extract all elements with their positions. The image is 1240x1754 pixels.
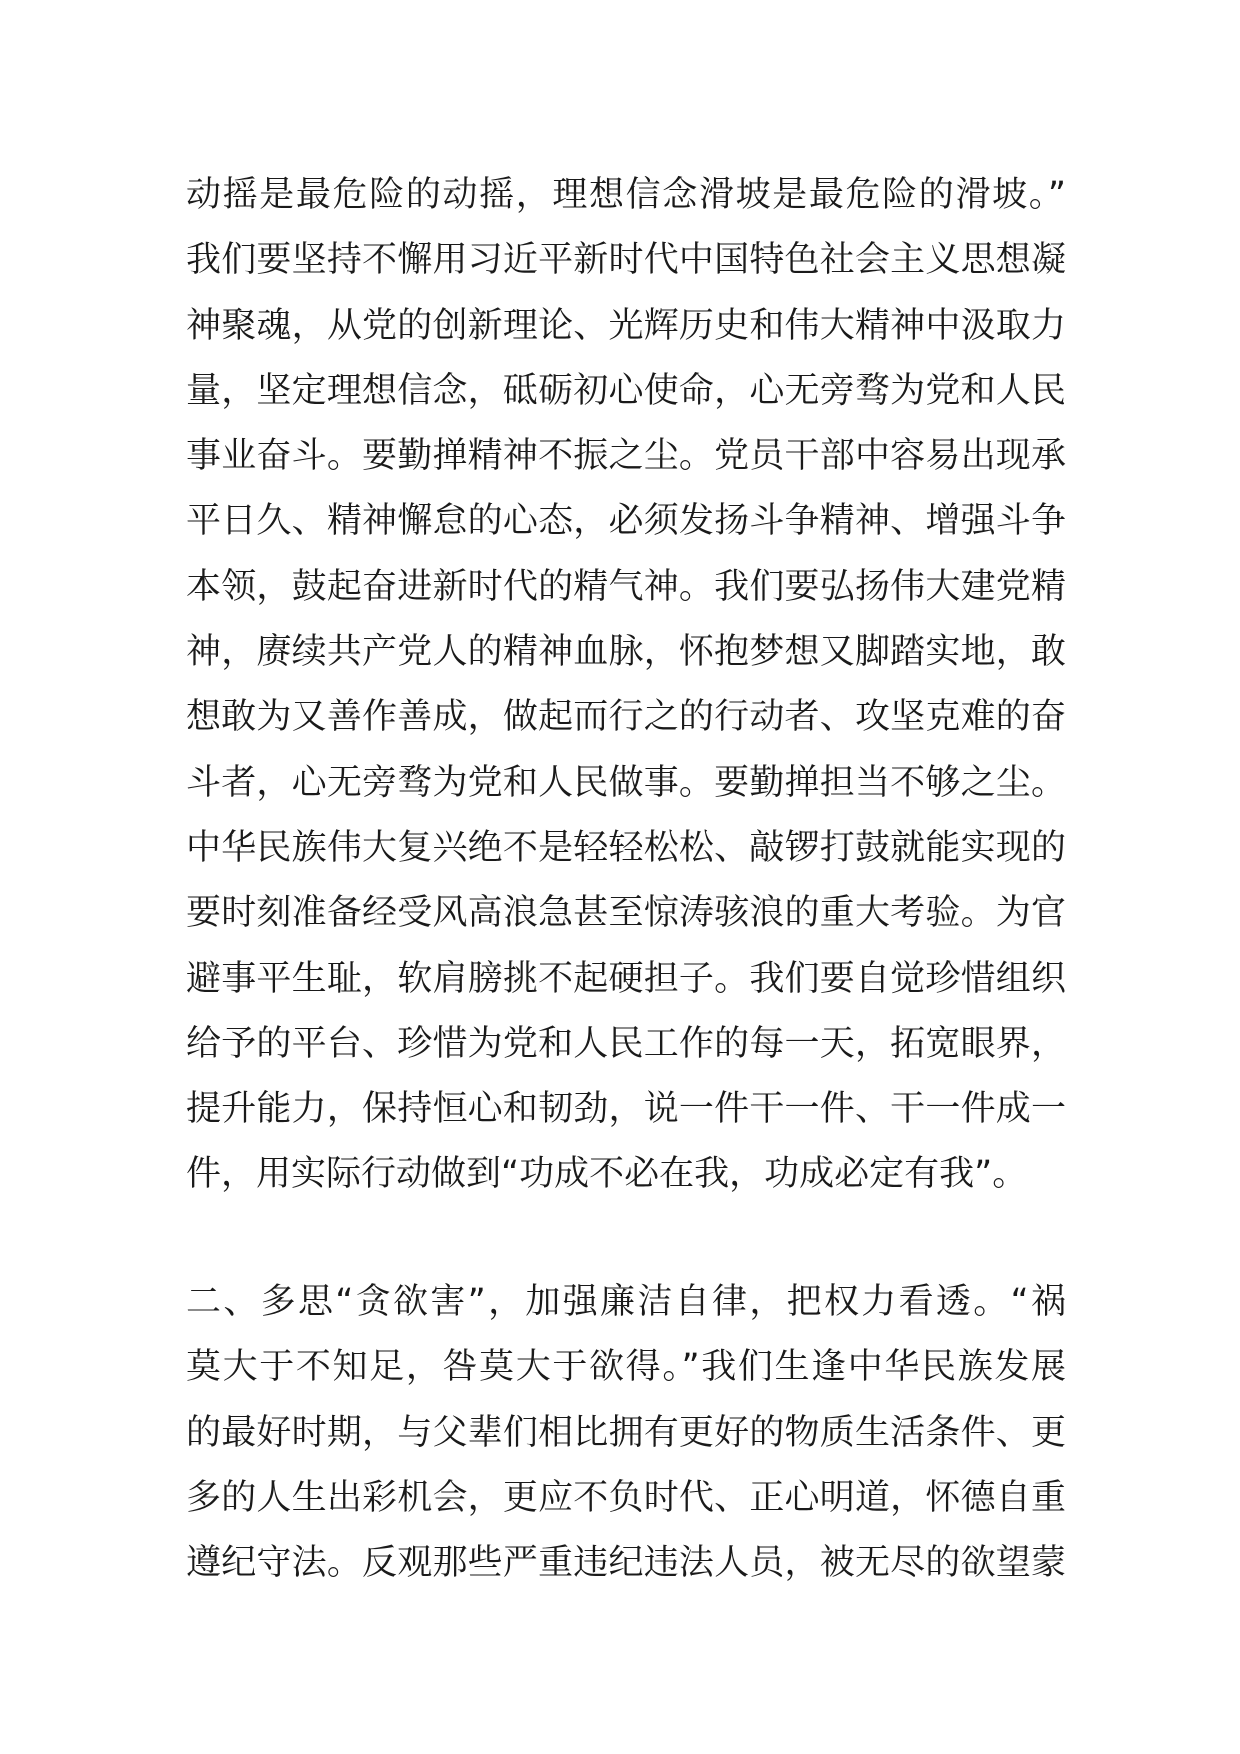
text-line: 动摇是最危险的动摇，理想信念滑坡是最危险的滑坡。”	[186, 175, 1066, 215]
text-line: 的最好时期，与父辈们相比拥有更好的物质生活条件、更	[186, 1412, 1066, 1453]
text-line: 要时刻准备经受风高浪急甚至惊涛骇浪的重大考验。为官	[186, 893, 1066, 934]
text-line: 遵纪守法。反观那些严重违纪违法人员，被无尽的欲望蒙	[186, 1543, 1066, 1584]
text-line: 我们要坚持不懈用习近平新时代中国特色社会主义思想凝	[186, 240, 1066, 281]
text-line: 二、多思“贪欲害”，加强廉洁自律，把权力看透。“祸	[186, 1282, 1066, 1322]
text-line: 提升能力，保持恒心和韧劲，说一件干一件、干一件成一	[186, 1089, 1066, 1130]
text-line: 避事平生耻，软肩膀挑不起硬担子。我们要自觉珍惜组织	[186, 958, 1066, 999]
text-line: 神，赓续共产党人的精神血脉，怀抱梦想又脚踏实地，敢	[186, 632, 1066, 673]
paragraph-2	[186, 1270, 1066, 1596]
text-line: 多的人生出彩机会，更应不负时代、正心明道，怀德自重	[186, 1477, 1066, 1518]
text-line: 件，用实际行动做到“功成不必在我，功成必定有我”。	[186, 1154, 1028, 1195]
paragraph-1	[186, 163, 1066, 1208]
text-line: 想敢为又善作善成，做起而行之的行动者、攻坚克难的奋	[186, 697, 1066, 738]
text-line: 本领，鼓起奋进新时代的精气神。我们要弘扬伟大建党精	[186, 566, 1066, 607]
text-line: 量，坚定理想信念，砥砺初心使命，心无旁骛为党和人民	[186, 370, 1066, 411]
text-line: 事业奋斗。要勤掸精神不振之尘。党员干部中容易出现承	[186, 436, 1066, 477]
text-line: 平日久、精神懈怠的心态，必须发扬斗争精神、增强斗争	[186, 501, 1066, 542]
text-line: 给予的平台、珍惜为党和人民工作的每一天，拓宽眼界，	[186, 1023, 1066, 1064]
text-line: 莫大于不知足，咎莫大于欲得。”我们生逢中华民族发展	[186, 1347, 1066, 1388]
text-line: 神聚魂，从党的创新理论、光辉历史和伟大精神中汲取力	[186, 305, 1066, 346]
text-line: 中华民族伟大复兴绝不是轻轻松松、敲锣打鼓就能实现的	[186, 827, 1066, 868]
text-line: 斗者，心无旁骛为党和人民做事。要勤掸担当不够之尘。	[186, 762, 1066, 803]
